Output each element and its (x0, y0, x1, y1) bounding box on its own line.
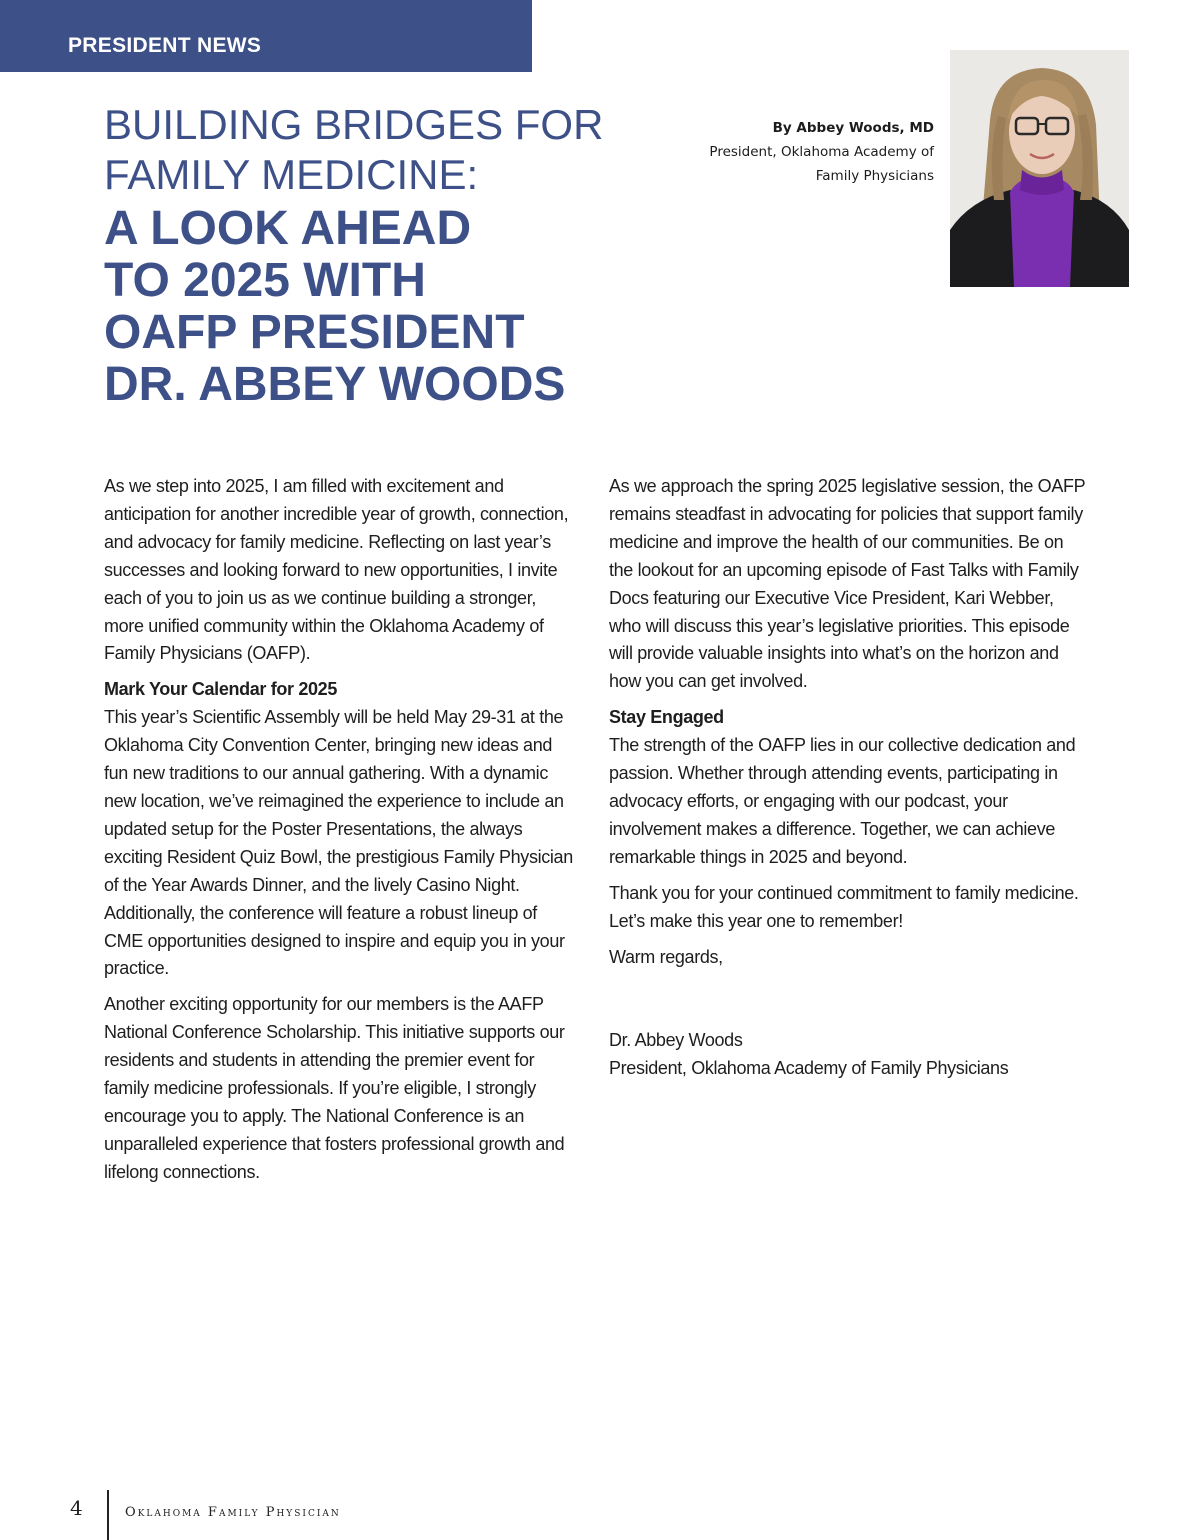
byline-role-line: President, Oklahoma Academy of (709, 144, 934, 160)
signature-spacer (609, 979, 1089, 1027)
thanks-paragraph: Thank you for your continued commitment to family medicine. Let’s make this year one to remember! (609, 882, 1079, 931)
engagement-paragraph: The strength of the OAFP lies in our collective dedication and passion. Whether through attending events, participating in advocacy efforts, or engaging with our podcast, your involvement makes a difference. Together, we can achieve remarkable things in 2025 and beyond. (609, 735, 1076, 867)
headline-bold-line: TO 2025 WITH (104, 254, 426, 307)
section-heading-calendar: Mark Your Calendar for 2025 (104, 679, 337, 700)
byline-author: By Abbey Woods, MD (772, 120, 934, 136)
author-portrait-photo (950, 50, 1129, 287)
headline-bold (104, 203, 664, 411)
signature-title: President, Oklahoma Academy of Family Physicians (609, 1058, 1009, 1079)
byline (634, 116, 934, 188)
portrait-illustration (950, 50, 1129, 287)
article-right-column (609, 473, 1089, 1083)
legislative-paragraph: As we approach the spring 2025 legislative session, the OAFP remains steadfast in advocating for policies that support family medicine and improve the health of our communities. Be on the lookout for an upcoming episode of Fast Talks with Family Docs featuring our Executive Vice President, Kari Webber, who will discuss this year’s legislative priorities. This episode will provide valuable insights into what’s on the horizon and how you can get involved. (609, 476, 1085, 692)
intro-paragraph: As we step into 2025, I am filled with excitement and anticipation for another incredible year of growth, connection, and advocacy for family medicine. Reflecting on last year’s successes and looking forward to new opportunities, I invite each of you to join us as we continue building a stronger, more unified community within the Oklahoma Academy of Family Physicians (OAFP). (104, 476, 569, 664)
article-left-column (104, 473, 579, 1195)
signature-block (609, 1027, 1089, 1083)
headline-bold-line: OAFP PRESIDENT (104, 306, 525, 359)
byline-role-line: Family Physicians (815, 168, 934, 184)
headline-bold-line: DR. ABBEY WOODS (104, 358, 566, 411)
section-banner (0, 0, 532, 72)
assembly-paragraph: This year’s Scientific Assembly will be held May 29-31 at the Oklahoma City Convention Center, bringing new ideas and fun new traditions to our annual gathering. With a dynamic new location, we’ve reimagined the experience to include an updated setup for the Poster Presentations, the always exciting Resident Quiz Bowl, the prestigious Family Physician of the Year Awards Dinner, and the lively Casino Night. Additionally, the conference will feature a robust lineup of CME opportunities designed to inspire and equip you in your practice. (104, 707, 573, 979)
signature-name: Dr. Abbey Woods (609, 1030, 743, 1051)
headline-line-2: FAMILY MEDICINE: (104, 151, 479, 198)
page-number: 4 (70, 1496, 83, 1520)
section-heading-engaged: Stay Engaged (609, 707, 724, 728)
closing-salutation: Warm regards, (609, 946, 723, 967)
publication-title: Oklahoma Family Physician (125, 1505, 341, 1520)
headline-line-1: BUILDING BRIDGES FOR (104, 101, 604, 148)
headline-bold-line: A LOOK AHEAD (104, 202, 472, 255)
article-headline (104, 100, 664, 411)
scholarship-paragraph: Another exciting opportunity for our members is the AAFP National Conference Scholarship. This initiative supports our residents and students in attending the premier event for family medicine professionals. If you’re eligible, I strongly encourage you to apply. The National Conference is an unparalleled experience that fosters professional growth and lifelong connections. (104, 994, 565, 1182)
footer-divider (107, 1490, 109, 1540)
section-label: PRESIDENT NEWS (68, 34, 262, 57)
